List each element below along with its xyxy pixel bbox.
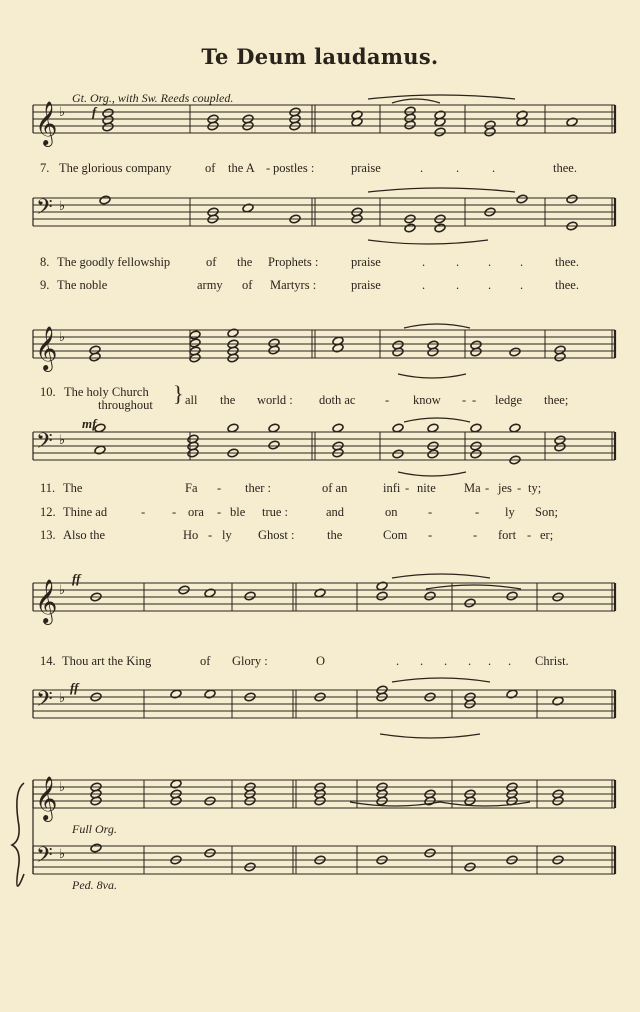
whole-note bbox=[566, 117, 578, 127]
whole-note bbox=[268, 440, 280, 450]
whole-note bbox=[189, 338, 201, 348]
slur bbox=[398, 374, 466, 378]
whole-note bbox=[314, 588, 326, 598]
bass-clef: 𝄢 bbox=[36, 429, 53, 459]
whole-note bbox=[470, 423, 482, 433]
slur bbox=[350, 802, 440, 806]
whole-note bbox=[427, 423, 439, 433]
slur bbox=[404, 324, 470, 328]
verse-number: 7. bbox=[40, 161, 50, 175]
whole-note bbox=[506, 689, 518, 699]
whole-note bbox=[189, 330, 201, 340]
verse-number: 13. bbox=[40, 528, 56, 542]
whole-note bbox=[392, 449, 404, 459]
whole-note bbox=[516, 194, 528, 204]
whole-note bbox=[392, 423, 404, 433]
slur bbox=[392, 574, 490, 578]
dynamic-marking-fortissimo-lower: ff bbox=[70, 680, 79, 695]
slur bbox=[392, 99, 440, 103]
slur bbox=[392, 678, 490, 682]
whole-note bbox=[227, 423, 239, 433]
slur bbox=[368, 240, 488, 244]
flat-sign: ♭ bbox=[59, 330, 66, 345]
dynamic-marking-fortissimo: ff bbox=[72, 571, 81, 586]
verse-number: 14. bbox=[40, 654, 56, 668]
flat-sign: ♭ bbox=[59, 847, 66, 862]
verse-number: 9. bbox=[40, 278, 50, 292]
whole-note bbox=[204, 588, 216, 598]
verse-number: 11. bbox=[40, 481, 56, 495]
treble-clef: 𝄞 bbox=[35, 579, 58, 623]
whole-note bbox=[170, 779, 182, 789]
whole-note bbox=[509, 347, 521, 357]
flat-sign: ♭ bbox=[59, 199, 66, 214]
verse-number: 10. bbox=[40, 385, 56, 399]
whole-note bbox=[509, 423, 521, 433]
grand-staff-brace bbox=[12, 783, 24, 886]
treble-clef: 𝄞 bbox=[35, 326, 58, 370]
registration-full-organ: Full Org. bbox=[72, 822, 117, 836]
whole-note bbox=[242, 203, 254, 213]
whole-note bbox=[90, 843, 102, 853]
flat-sign: ♭ bbox=[59, 780, 66, 795]
whole-note bbox=[506, 591, 518, 601]
whole-note bbox=[227, 328, 239, 338]
whole-note bbox=[99, 195, 111, 205]
bass-clef: 𝄢 bbox=[36, 195, 53, 225]
flat-sign: ♭ bbox=[59, 433, 66, 448]
dynamic-marking-forte: f bbox=[92, 104, 97, 119]
treble-clef: 𝄞 bbox=[35, 776, 58, 820]
slur bbox=[368, 188, 515, 192]
registration-pedal: Ped. 8va. bbox=[72, 878, 117, 892]
whole-note bbox=[332, 423, 344, 433]
whole-note bbox=[94, 445, 106, 455]
slur bbox=[426, 585, 521, 589]
whole-note bbox=[94, 423, 106, 433]
whole-note bbox=[434, 223, 446, 233]
whole-note bbox=[404, 223, 416, 233]
slur bbox=[380, 734, 480, 738]
flat-sign: ♭ bbox=[59, 691, 66, 706]
dynamic-marking-mezzo-forte: mf bbox=[82, 416, 97, 431]
whole-note bbox=[204, 689, 216, 699]
registration-great-organ: Gt. Org., with Sw. Reeds coupled. bbox=[72, 91, 234, 105]
flat-sign: ♭ bbox=[59, 105, 66, 120]
whole-note bbox=[268, 423, 280, 433]
whole-note bbox=[244, 591, 256, 601]
bass-clef: 𝄢 bbox=[36, 687, 53, 717]
whole-note bbox=[470, 449, 482, 459]
page-title: Te Deum laudamus. bbox=[201, 44, 439, 69]
verse-number: 12. bbox=[40, 505, 56, 519]
whole-note bbox=[434, 127, 446, 137]
whole-note bbox=[566, 194, 578, 204]
whole-note bbox=[464, 598, 476, 608]
whole-note bbox=[552, 696, 564, 706]
whole-note bbox=[427, 449, 439, 459]
slur bbox=[404, 418, 470, 422]
treble-clef: 𝄞 bbox=[35, 101, 58, 145]
whole-note bbox=[376, 581, 388, 591]
whole-note bbox=[376, 591, 388, 601]
whole-note bbox=[424, 591, 436, 601]
verse-number: 8. bbox=[40, 255, 50, 269]
bass-clef: 𝄢 bbox=[36, 843, 53, 873]
slur bbox=[398, 472, 466, 476]
whole-note bbox=[170, 689, 182, 699]
slur bbox=[368, 95, 515, 99]
flat-sign: ♭ bbox=[59, 583, 66, 598]
